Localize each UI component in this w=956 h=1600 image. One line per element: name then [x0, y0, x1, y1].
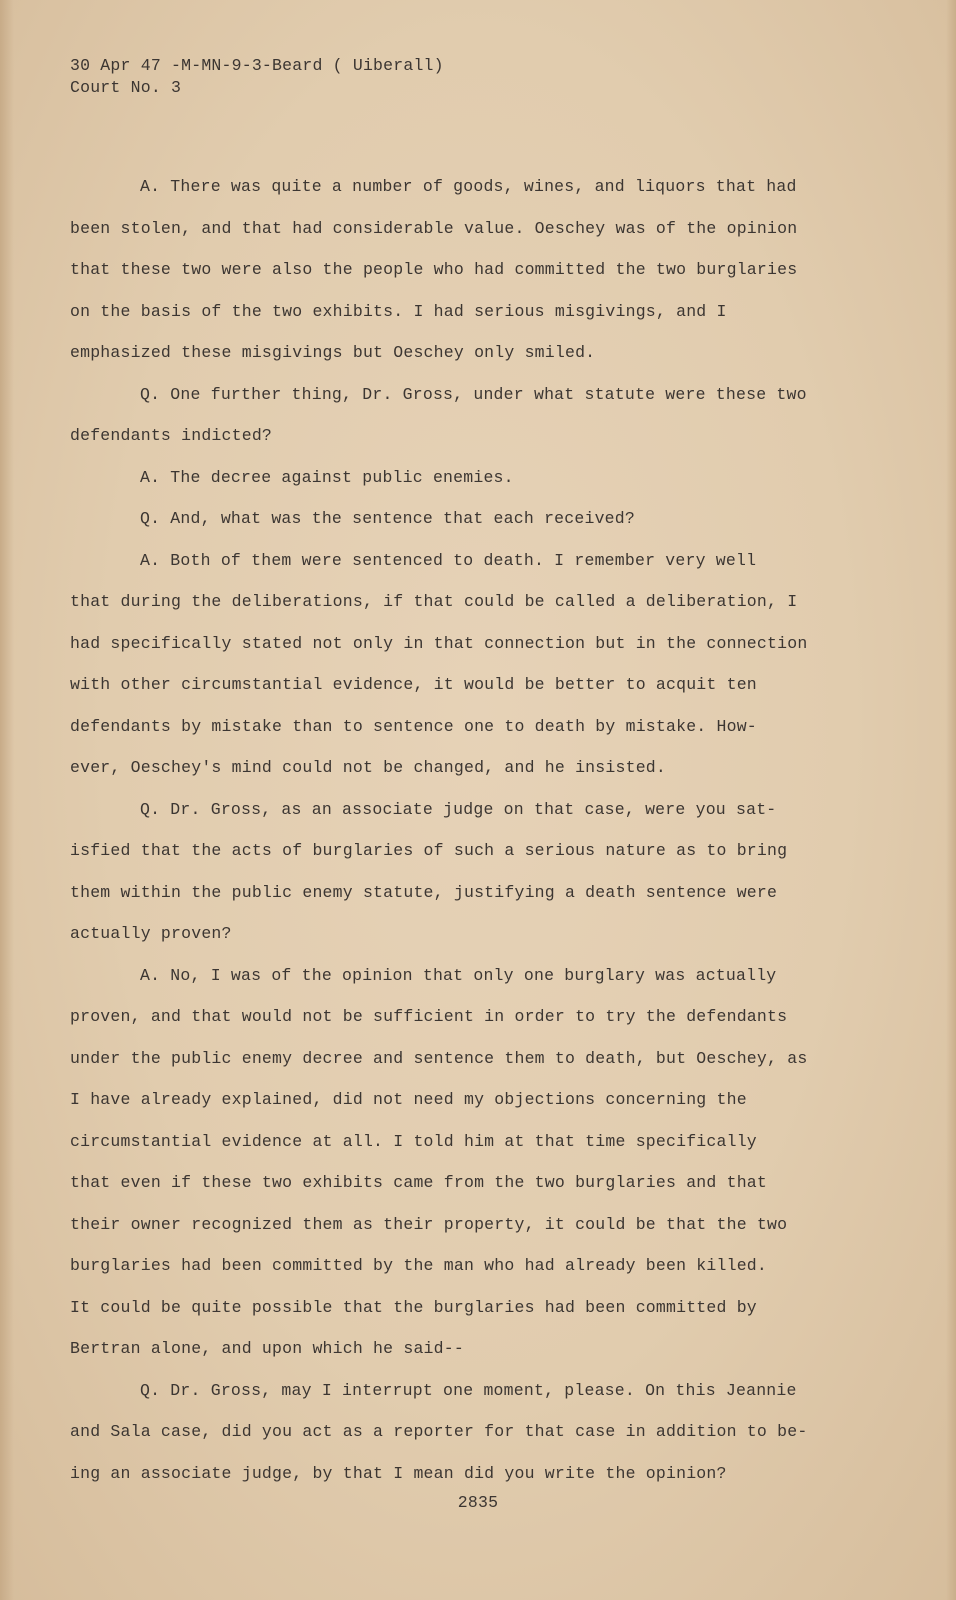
transcript-line: and Sala case, did you act as a reporter for that case in addition to be- [70, 1422, 808, 1441]
transcript-line: isfied that the acts of burglaries of such a serious nature as to bring [70, 841, 788, 860]
transcript-line: their owner recognized them as their property, it could be that the two [70, 1214, 788, 1234]
transcript-line: A. The decree against public enemies. [140, 467, 514, 487]
transcript-line: A. Both of them were sentenced to death. I remember very well [140, 550, 757, 570]
transcript-line: that during the deliberations, if that could be called a deliberation, I [70, 592, 798, 611]
page-number: 2835 [457, 1493, 499, 1512]
transcript-line: under the public enemy decree and sentence them to death, but Oeschey, as [70, 1048, 808, 1068]
transcript-line: them within the public enemy statute, justifying a death sentence were [70, 882, 778, 902]
transcript-line: defendants by mistake than to sentence one to death by mistake. How- [70, 716, 757, 736]
transcript-line: Q. And, what was the sentence that each received? [140, 509, 635, 528]
transcript-line: burglaries had been committed by the man who had already been killed. [70, 1256, 768, 1275]
transcript-line: ever, Oeschey's mind could not be changed, and he insisted. [70, 758, 666, 777]
transcript-line: Q. Dr. Gross, as an associate judge on that case, were you sat- [140, 799, 777, 819]
transcript-line: ing an associate judge, by that I mean did you write the opinion? [70, 1463, 727, 1483]
transcript-line: actually proven? [70, 924, 232, 943]
header-court-number: Court No. 3 [70, 78, 182, 97]
transcript-line: emphasized these misgivings but Oeschey only smiled. [70, 343, 596, 362]
transcript-line: that these two were also the people who had committed the two burglaries [70, 260, 798, 279]
transcript-line: with other circumstantial evidence, it would be better to acquit ten [70, 675, 757, 694]
transcript-line: I have already explained, did not need my objections concerning the [70, 1090, 747, 1109]
transcript-line: circumstantial evidence at all. I told him at that time specifically [70, 1131, 757, 1151]
transcript-line: proven, and that would not be sufficient in order to try the defendants [70, 1007, 788, 1026]
transcript-line: Q. One further thing, Dr. Gross, under what statute were these two [140, 384, 807, 404]
transcript-line: It could be quite possible that the burglaries had been committed by [70, 1297, 757, 1317]
transcript-body [70, 166, 830, 1494]
document-header [70, 55, 444, 99]
transcript-line: Q. Dr. Gross, may I interrupt one moment, please. On this Jeannie [140, 1380, 797, 1400]
transcript-line: had specifically stated not only in that connection but in the connection [70, 633, 808, 653]
transcript-line: A. There was quite a number of goods, wines, and liquors that had [140, 177, 797, 196]
header-date-reference: 30 Apr 47 -M-MN-9-3-Beard ( Uiberall) [70, 56, 444, 75]
transcript-line: on the basis of the two exhibits. I had serious misgivings, and I [70, 301, 727, 321]
transcript-line: Bertran alone, and upon which he said-- [70, 1339, 464, 1358]
transcript-line: A. No, I was of the opinion that only one burglary was actually [140, 965, 777, 985]
transcript-line: that even if these two exhibits came from the two burglaries and that [70, 1173, 768, 1192]
transcript-line: been stolen, and that had considerable value. Oeschey was of the opinion [70, 218, 798, 238]
transcript-line: defendants indicted? [70, 426, 273, 445]
